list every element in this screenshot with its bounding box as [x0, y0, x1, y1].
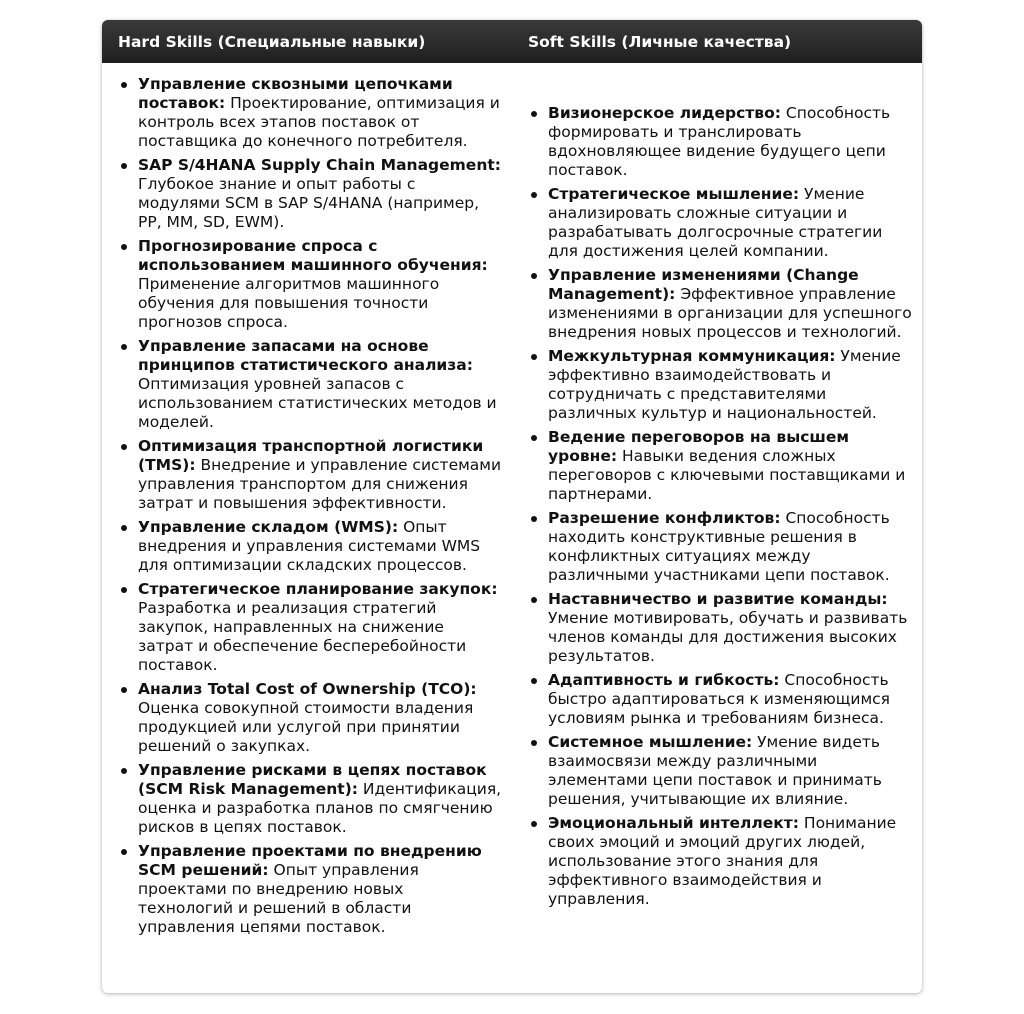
list-item [548, 733, 912, 809]
list-item [138, 337, 502, 432]
skill-desc: Разработка и реализация стратегий закупок, направленных на снижение затрат и обеспечение бесперебойности поставок. [138, 599, 467, 674]
list-item [138, 580, 502, 675]
hard-skills-list [118, 75, 502, 937]
skill-title: Межкультурная коммуникация: [548, 346, 836, 365]
table-header [102, 20, 922, 63]
skill-desc: Применение алгоритмов машинного обучения для повышения точности прогнозов спроса. [138, 275, 440, 331]
list-item [548, 347, 912, 423]
list-item [548, 185, 912, 261]
skill-title: Системное мышление: [548, 732, 753, 751]
skill-title: Управление складом (WMS): [138, 518, 399, 536]
hard-skills-column [102, 75, 512, 942]
skill-desc: Опыт внедрения и управления системами WMS для оптимизации складских процессов. [138, 518, 481, 574]
skill-title: Эмоциональный интеллект: [548, 813, 799, 832]
skill-desc: Умение мотивировать, обучать и развивать членов команды для достижения высоких результатов. [548, 608, 908, 665]
list-item [548, 428, 912, 504]
skill-desc: Проектирование, оптимизация и контроль всех этапов поставок от поставщика до конечного потребителя. [138, 94, 500, 150]
skill-desc: Эффективное управление изменениями в организации для успешного внедрения новых процессов и технологий. [548, 284, 912, 341]
skill-title: Управление рисками в цепях поставок (SCM Risk Management): [138, 761, 487, 798]
skill-title: Управление проектами по внедрению SCM решений: [138, 842, 482, 879]
skill-title: Прогнозирование спроса с использованием машинного обучения: [138, 237, 488, 274]
soft-skills-list [528, 104, 912, 909]
soft-skills-column [512, 104, 922, 914]
skill-title: Стратегическое планирование закупок: [138, 580, 498, 598]
skills-table [102, 20, 922, 993]
list-item [548, 509, 912, 585]
soft-skills-header: Soft Skills (Личные качества) [528, 32, 792, 51]
skill-desc: Опыт управления проектами по внедрению новых технологий и решений в области управления цепями поставок. [138, 861, 419, 936]
skill-title: Ведение переговоров на высшем уровне: [548, 427, 850, 465]
table-body [102, 63, 922, 942]
skill-title: Управление запасами на основе принципов статистического анализа: [138, 337, 473, 374]
list-item [548, 590, 912, 666]
list-item [138, 75, 502, 151]
skill-title: Визионерское лидерство: [548, 103, 781, 122]
skill-desc: Внедрение и управление системами управления транспортом для снижения затрат и повышения эффективности. [138, 456, 502, 512]
list-item [138, 518, 502, 575]
skill-desc: Способность быстро адаптироваться к изменяющимся условиям рынка и требованиям бизнеса. [548, 670, 890, 727]
list-item [138, 237, 502, 332]
list-item [138, 761, 502, 837]
skill-title: Стратегическое мышление: [548, 184, 800, 203]
skill-desc: Умение анализировать сложные ситуации и разрабатывать долгосрочные стратегии для достижения целей компании. [548, 184, 883, 260]
skill-desc: Глубокое знание и опыт работы с модулями SCM в SAP S/4HANA (например, PP, MM, SD, EWM). [138, 175, 480, 231]
skill-desc: Идентификация, оценка и разработка планов по смягчению рисков в цепях поставок. [138, 780, 502, 836]
list-item [548, 814, 912, 909]
skill-title: Анализ Total Cost of Ownership (TCO): [138, 680, 477, 698]
list-item [138, 680, 502, 756]
skill-desc: Понимание своих эмоций и эмоций других людей, использование этого знания для эффективного взаимодействия и управления. [548, 813, 897, 908]
skill-title: Управление изменениями (Change Management): [548, 265, 859, 303]
skill-desc: Навыки ведения сложных переговоров с ключевыми поставщиками и партнерами. [548, 446, 906, 503]
skill-desc: Оценка совокупной стоимости владения продукцией или услугой при принятии решений о закупках. [138, 699, 474, 755]
list-item [548, 104, 912, 180]
list-item [138, 842, 502, 937]
hard-skills-header: Hard Skills (Специальные навыки) [118, 32, 426, 51]
skill-title: Разрешение конфликтов: [548, 508, 781, 527]
skill-title: Управление сквозными цепочками поставок: [138, 75, 453, 112]
skill-title: Оптимизация транспортной логистики (TMS): [138, 437, 484, 474]
skill-desc: Оптимизация уровней запасов с использованием статистических методов и моделей. [138, 375, 497, 431]
skill-desc: Способность формировать и транслировать вдохновляющее видение будущего цепи поставок. [548, 103, 891, 179]
skill-desc: Умение эффективно взаимодействовать и сотрудничать с представителями различных культур и национальностей. [548, 346, 901, 422]
list-item [548, 671, 912, 728]
skill-desc: Умение видеть взаимосвязи между различными элементами цепи поставок и принимать решения, учитывающие их влияние. [548, 732, 882, 808]
skill-title: Наставничество и развитие команды: [548, 589, 888, 608]
skill-title: Адаптивность и гибкость: [548, 670, 780, 689]
skill-desc: Способность находить конструктивные решения в конфликтных ситуациях между различными участниками цепи поставок. [548, 508, 890, 584]
list-item [138, 437, 502, 513]
skill-title: SAP S/4HANA Supply Chain Management: [138, 156, 501, 174]
list-item [548, 266, 912, 342]
list-item [138, 156, 502, 232]
